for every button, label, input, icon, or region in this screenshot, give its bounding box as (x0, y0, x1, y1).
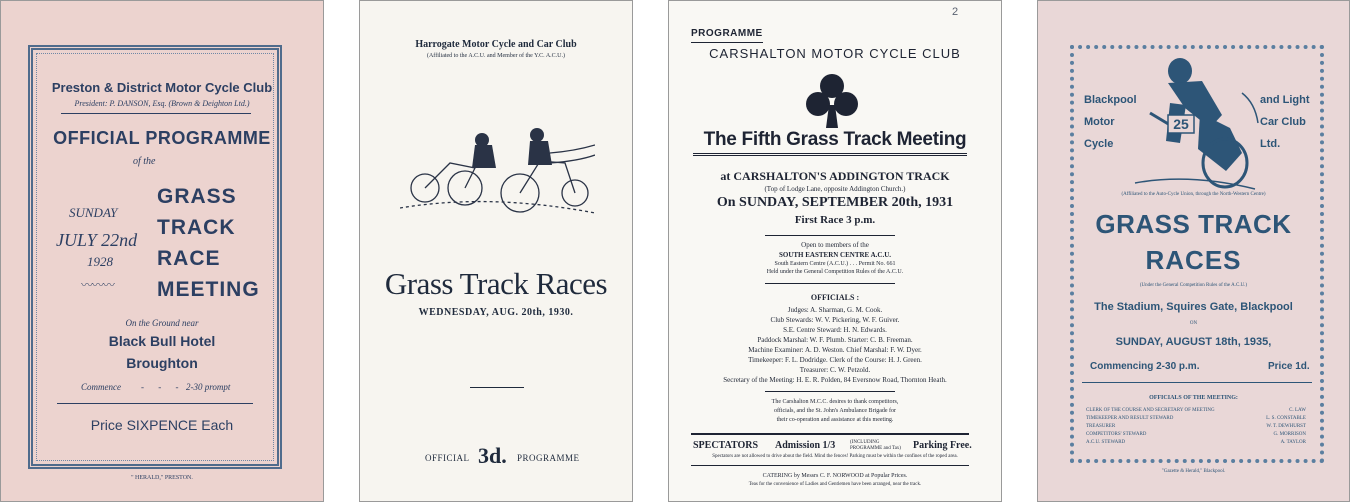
price-text: 3d. (478, 443, 507, 468)
title-line: TRACK (157, 216, 236, 239)
price-text: Price SIXPENCE Each (90, 417, 234, 433)
parking-text: Parking Free. (913, 440, 972, 451)
official-programme: OFFICIAL PROGRAMME (53, 128, 271, 148)
official-name: W. T. DEWHURST (1266, 424, 1306, 429)
teas-note: Teas for the convenience of Ladies and Gentlemen have been arranged, near the track. (748, 482, 922, 487)
of-the-text: of the (133, 156, 156, 167)
list-item: Paddock Marshal: W. F. Plumb. Starter: C. B. Freeman. (757, 336, 913, 344)
centre-name: SOUTH EASTERN CENTRE A.C.U. (778, 251, 892, 259)
programme-label: PROGRAMME (517, 453, 580, 463)
warning-note: Spectators are not allowed to drive about the field. Mind the fences! Parking must be within the confines of the roped area. (712, 454, 958, 459)
list-item: Judges: A. Sharman, G. M. Cook. (787, 306, 883, 314)
divider (691, 433, 969, 435)
rider-illustration (1130, 53, 1260, 191)
open-to: Open to members of the (801, 241, 869, 249)
club-word: Ltd. (1260, 138, 1281, 150)
official-name: L. S. CONSTABLE (1266, 416, 1306, 421)
rules-note: (Under the General Competition Rules of the A.C.U.) (1139, 283, 1248, 288)
divider (57, 403, 253, 404)
commence-label: Commence (81, 382, 121, 392)
motorcycle-illustration (400, 123, 595, 223)
divider (765, 391, 895, 392)
event-date: WEDNESDAY, AUG. 20th, 1930. (418, 307, 574, 318)
rules-line: Held under the General Competition Rules of the A.C.U. (766, 269, 904, 275)
ornament-icon: 〰〰〰 (81, 278, 115, 292)
first-race: First Race 3 p.m. (794, 214, 876, 226)
list-item: Timekeeper: F. L. Dodridge. Clerk of the Course: H. J. Green. (748, 356, 922, 364)
affiliation-text: (Affiliated to the Auto-Cycle Union, through the North-Western Centre) (1121, 192, 1266, 197)
list-item: Treasurer: C. W. Petzold. (799, 366, 871, 374)
club-emblem-icon (805, 73, 859, 129)
label-underline (691, 42, 763, 43)
printer-credit: " HERALD," PRESTON. (131, 475, 193, 481)
official-label: OFFICIAL (425, 453, 470, 463)
officials-heading: OFFICIALS OF THE MEETING: (1149, 395, 1238, 401)
programme-harrogate (359, 0, 633, 502)
event-title: The Fifth Grass Track Meeting (703, 129, 967, 150)
admission-price: Admission 1/3 (775, 440, 836, 451)
divider (691, 465, 969, 466)
venue-line-1: Black Bull Hotel (108, 333, 216, 349)
permit-line: South Eastern Centre (A.C.U.) . . . Permit No. 661 (774, 261, 896, 267)
table-row (1086, 407, 1306, 415)
officials-heading: OFFICIALS : (810, 293, 860, 302)
club-word: Cycle (1084, 138, 1114, 150)
official-role: COMPETITORS' STEWARD (1086, 432, 1147, 437)
thanks-line: their co-operation and assistance at this meeting. (776, 417, 894, 423)
admission-note: (INCLUDING PROGRAMME and Tax) (850, 440, 901, 451)
on-text: ON (1189, 321, 1198, 326)
club-word: Motor (1084, 116, 1115, 128)
list-item: Club Stewards: W. V. Pickering, W. F. Guiver. (770, 316, 900, 324)
official-role: TREASURER (1086, 424, 1116, 429)
event-title: Grass Track Races (384, 266, 608, 301)
rider-number: 25 (1173, 116, 1189, 132)
event-title (157, 181, 260, 305)
official-role: A.C.U. STEWARD (1086, 440, 1126, 445)
club-name-left (1084, 89, 1137, 155)
location-note: (Top of Lodge Lane, opposite Addington Church.) (764, 185, 906, 193)
list-item: Secretary of the Meeting: H. E. R. Polden, 84 Eversnow Road, Thornton Heath. (723, 376, 947, 384)
track-name: at CARSHALTON'S ADDINGTON TRACK (720, 169, 950, 183)
title-underline (693, 153, 967, 156)
price-text: Price 1d. (1268, 361, 1310, 372)
club-name-right (1260, 89, 1310, 155)
official-name: G. MORRISON (1273, 432, 1306, 437)
catering-note: CATERING by Messrs C. F. NORWOOD at Popular Prices. (762, 473, 908, 479)
table-row (1086, 415, 1306, 423)
divider (61, 113, 251, 114)
event-title-2: RACES (1145, 245, 1242, 275)
event-title-1: GRASS TRACK (1095, 209, 1292, 239)
divider (765, 283, 895, 284)
list-item: S.E. Centre Steward: H. N. Edwards. (783, 326, 887, 334)
club-word: and Light (1260, 94, 1310, 106)
day-text: SUNDAY (69, 205, 118, 220)
table-row (1086, 431, 1306, 439)
official-role: TIMEKEEPER AND RESULT STEWARD (1086, 416, 1174, 421)
divider (1082, 382, 1312, 383)
start-time: 2-30 prompt (186, 382, 231, 392)
title-line: RACE (157, 247, 221, 270)
date-text: JULY 22nd (56, 230, 138, 250)
venue-text: The Stadium, Squires Gate, Blackpool (1094, 301, 1293, 313)
programme-label: PROGRAMME (691, 28, 763, 39)
list-item: Machine Examiner: A. D. Weston. Chief Marshal: F. W. Dyer. (748, 346, 922, 354)
table-row (1086, 423, 1306, 431)
title-line: MEETING (157, 278, 260, 301)
table-row (1086, 439, 1306, 447)
corner-mark: 2 (952, 6, 959, 18)
officials-list (669, 305, 1001, 385)
president-line: President: P. DANSON, Esq. (Brown & Deighton Ltd.) (74, 99, 250, 108)
venue-line-2: Broughton (126, 355, 198, 371)
short-divider (470, 387, 524, 388)
year-text: 1928 (87, 254, 113, 269)
thanks-note (669, 398, 1001, 425)
title-line: GRASS (157, 185, 237, 208)
club-word: Car Club (1260, 116, 1306, 128)
programme-carshalton (668, 0, 1002, 502)
thanks-line: The Carshalton M.C.C. desires to thank competitors, (771, 399, 899, 405)
event-date: SUNDAY, AUGUST 18th, 1935, (1115, 336, 1272, 348)
club-name: Harrogate Motor Cycle and Car Club (415, 39, 577, 50)
thanks-line: officials, and the St. John's Ambulance Brigade for (773, 408, 897, 414)
spectators-label: SPECTATORS (693, 440, 759, 451)
programme-blackpool (1037, 0, 1350, 502)
divider (765, 235, 895, 236)
affiliation-text: (Affiliated to the A.C.U. and Member of the Y.C. A.C.U.) (426, 53, 566, 59)
commence-dashes: - - - (141, 382, 185, 392)
club-name: Preston & District Motor Cycle Club (51, 80, 273, 95)
official-role: CLERK OF THE COURSE AND SECRETARY OF MEETING (1086, 408, 1215, 413)
official-name: A. TAYLOR (1280, 440, 1306, 445)
ground-text: On the Ground near (125, 318, 199, 328)
programme-preston (0, 0, 324, 502)
club-name: CARSHALTON MOTOR CYCLE CLUB (709, 46, 961, 61)
printer-credit: "Gazette & Herald," Blackpool. (1161, 469, 1226, 474)
start-time: Commencing 2-30 p.m. (1090, 361, 1200, 372)
event-date: On SUNDAY, SEPTEMBER 20th, 1931 (716, 195, 954, 210)
officials-table (1086, 407, 1306, 447)
official-name: C. LAW (1289, 408, 1306, 413)
club-word: Blackpool (1084, 94, 1137, 106)
